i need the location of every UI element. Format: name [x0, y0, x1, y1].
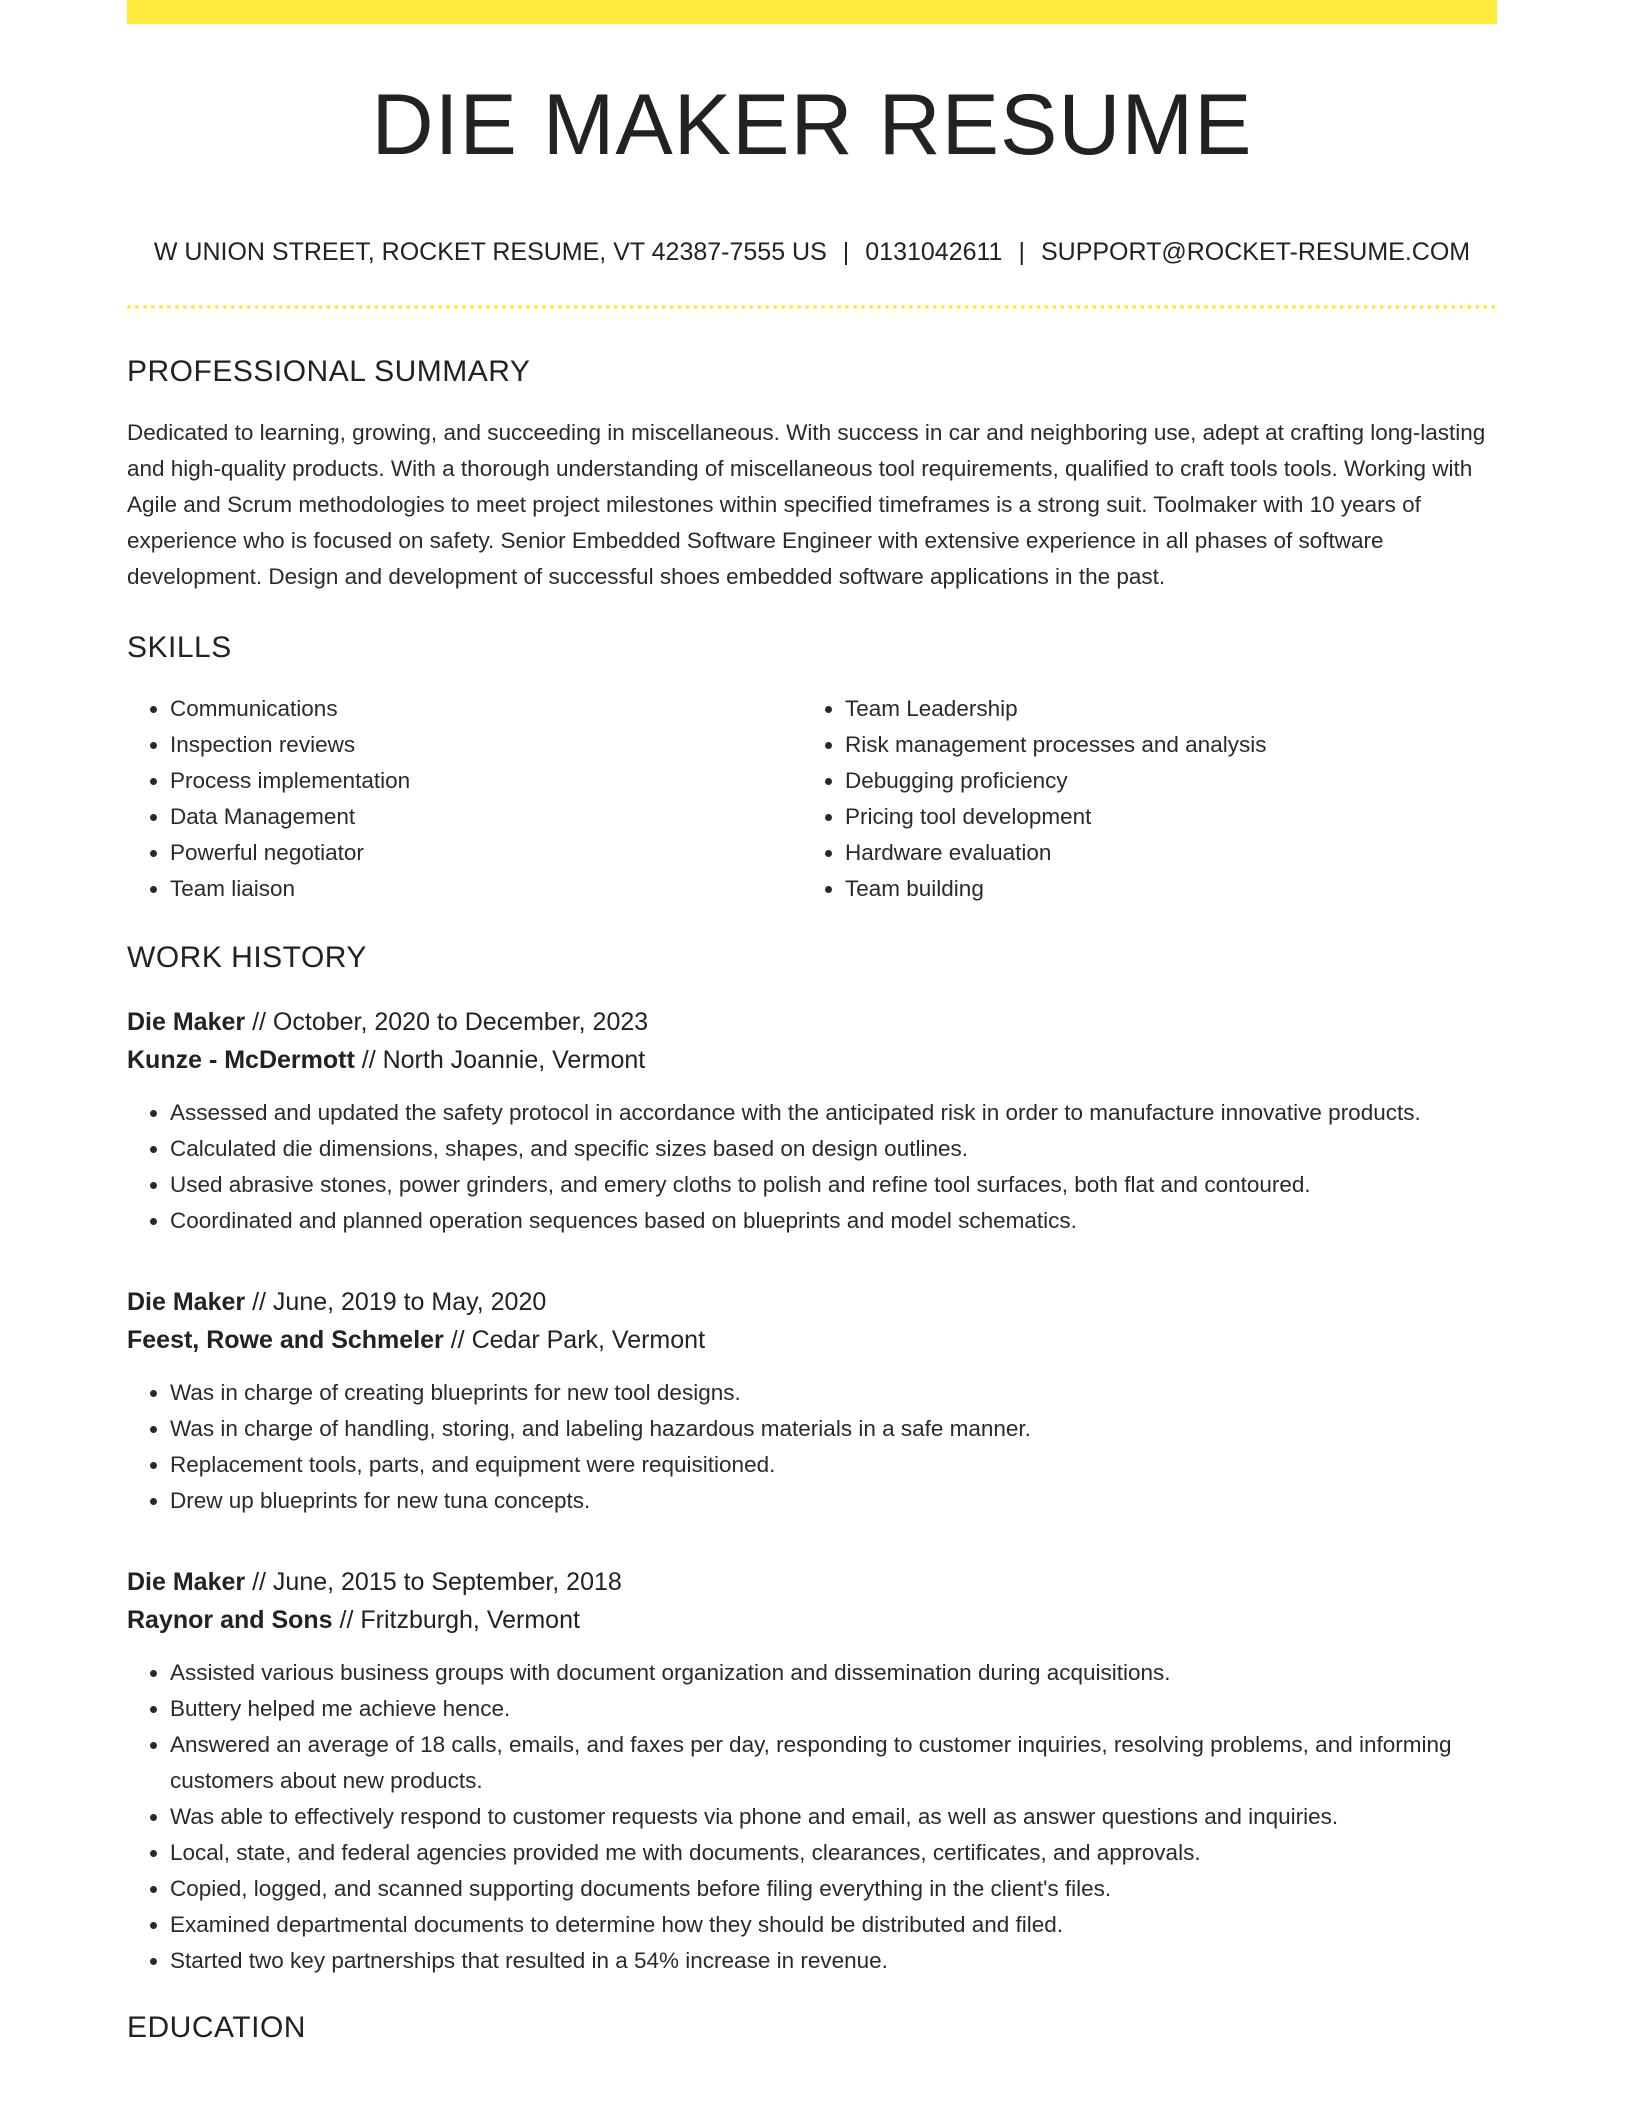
- job-company-line: [127, 1041, 1497, 1079]
- field-separator: //: [245, 1008, 273, 1036]
- job-bullets: [127, 1375, 1497, 1519]
- job-company-line: [127, 1601, 1497, 1639]
- job-location: North Joannie, Vermont: [382, 1046, 646, 1074]
- job-bullet: • Examined departmental documents to determine how they should be distributed and filed.: [170, 1907, 1497, 1943]
- job-bullet: • Used abrasive stones, power grinders, and emery cloths to polish and refine tool surfaces, both flat and contoured.: [170, 1167, 1497, 1203]
- contact-address: W UNION STREET, ROCKET RESUME, VT 42387-7555 US: [153, 238, 827, 266]
- job-bullet: • Assisted various business groups with document organization and dissemination during acquisitions.: [170, 1655, 1497, 1691]
- job-bullet: • Assessed and updated the safety protocol in accordance with the anticipated risk in order to manufacture innovative products.: [170, 1095, 1497, 1131]
- job-company: Raynor and Sons: [127, 1606, 333, 1634]
- job-entry: [127, 1283, 1497, 1519]
- field-separator: //: [245, 1568, 273, 1596]
- job-role-line: [127, 1003, 1497, 1041]
- accent-bar: [127, 0, 1497, 24]
- job-role: Die Maker: [127, 1568, 246, 1596]
- job-company: Kunze - McDermott: [127, 1046, 355, 1074]
- skill-item: • Process implementation: [170, 763, 802, 799]
- job-bullet: • Calculated die dimensions, shapes, and specific sizes based on design outlines.: [170, 1131, 1497, 1167]
- skill-item: • Debugging proficiency: [845, 763, 1477, 799]
- skill-item: • Inspection reviews: [170, 727, 802, 763]
- job-entry: [127, 1003, 1497, 1239]
- skill-item: • Hardware evaluation: [845, 835, 1477, 871]
- section-title-skills: SKILLS: [127, 631, 232, 664]
- section-title-work-history: WORK HISTORY: [127, 941, 367, 974]
- dotted-divider: [127, 305, 1497, 309]
- job-role-line: [127, 1563, 1497, 1601]
- job-bullet: • Was able to effectively respond to customer requests via phone and email, as well as answer questions and inquiries.: [170, 1799, 1497, 1835]
- job-company: Feest, Rowe and Schmeler: [127, 1326, 444, 1354]
- resume-page: [127, 0, 1497, 2043]
- contact-email[interactable]: SUPPORT@ROCKET-RESUME.COM: [1040, 238, 1471, 266]
- skill-item: • Data Management: [170, 799, 802, 835]
- skills-columns: [127, 691, 1497, 907]
- contact-separator: |: [1018, 238, 1025, 266]
- skill-item: • Team building: [845, 871, 1477, 907]
- section-title-summary: PROFESSIONAL SUMMARY: [127, 355, 531, 388]
- field-separator: //: [245, 1288, 273, 1316]
- job-bullets: [127, 1095, 1497, 1239]
- job-bullet: • Drew up blueprints for new tuna concepts.: [170, 1483, 1497, 1519]
- skill-item: • Powerful negotiator: [170, 835, 802, 871]
- section-title-education: EDUCATION: [127, 2011, 306, 2044]
- field-separator: //: [443, 1326, 472, 1354]
- job-role: Die Maker: [127, 1288, 246, 1316]
- job-bullet: • Was in charge of creating blueprints for new tool designs.: [170, 1375, 1497, 1411]
- contact-line: [127, 240, 1497, 265]
- job-location: Fritzburgh, Vermont: [360, 1606, 580, 1634]
- job-bullet: • Buttery helped me achieve hence.: [170, 1691, 1497, 1727]
- contact-separator: |: [842, 238, 850, 266]
- resume-title: DIE MAKER RESUME: [371, 77, 1253, 173]
- job-bullet: • Answered an average of 18 calls, emails, and faxes per day, responding to customer inquiries, resolving problems, and informing customers about new products.: [170, 1727, 1497, 1799]
- job-bullets: [127, 1655, 1497, 1979]
- job-role-line: [127, 1283, 1497, 1321]
- field-separator: //: [332, 1606, 361, 1634]
- job-bullet: • Copied, logged, and scanned supporting documents before filing everything in the client's files.: [170, 1871, 1497, 1907]
- job-dates: October, 2020 to December, 2023: [272, 1008, 649, 1036]
- job-company-line: [127, 1321, 1497, 1359]
- job-bullet: • Was in charge of handling, storing, and labeling hazardous materials in a safe manner.: [170, 1411, 1497, 1447]
- contact-phone: 0131042611: [865, 238, 1003, 266]
- skill-item: • Pricing tool development: [845, 799, 1477, 835]
- job-bullet: • Local, state, and federal agencies provided me with documents, clearances, certificates, and approvals.: [170, 1835, 1497, 1871]
- skill-item: • Team liaison: [170, 871, 802, 907]
- job-bullet: • Started two key partnerships that resulted in a 54% increase in revenue.: [170, 1943, 1497, 1979]
- job-dates: June, 2015 to September, 2018: [272, 1568, 622, 1596]
- skills-list-right: [802, 691, 1477, 907]
- skill-item: • Team Leadership: [845, 691, 1477, 727]
- summary-text: Dedicated to learning, growing, and succeeding in miscellaneous. With success in car and neighboring use, adept at crafting long-lasting and high-quality products. With a thorough understanding of miscellaneous tool requirements, qualified to craft tools tools. Working with Agile and Scrum methodologies to meet project milestones within specified timeframes is a strong suit. Toolmaker with 10 years of experience who is focused on safety. Senior Embedded Software Engineer with extensive experience in all phases of software development. Design and development of successful shoes embedded software applications in the past.: [127, 420, 1486, 589]
- skills-list-left: [127, 691, 802, 907]
- field-separator: //: [354, 1046, 383, 1074]
- job-role: Die Maker: [127, 1008, 246, 1036]
- job-location: Cedar Park, Vermont: [471, 1326, 706, 1354]
- job-entry: [127, 1563, 1497, 1979]
- skill-item: • Communications: [170, 691, 802, 727]
- job-dates: June, 2019 to May, 2020: [272, 1288, 547, 1316]
- job-bullet: • Replacement tools, parts, and equipment were requisitioned.: [170, 1447, 1497, 1483]
- job-bullet: • Coordinated and planned operation sequences based on blueprints and model schematics.: [170, 1203, 1497, 1239]
- skill-item: • Risk management processes and analysis: [845, 727, 1477, 763]
